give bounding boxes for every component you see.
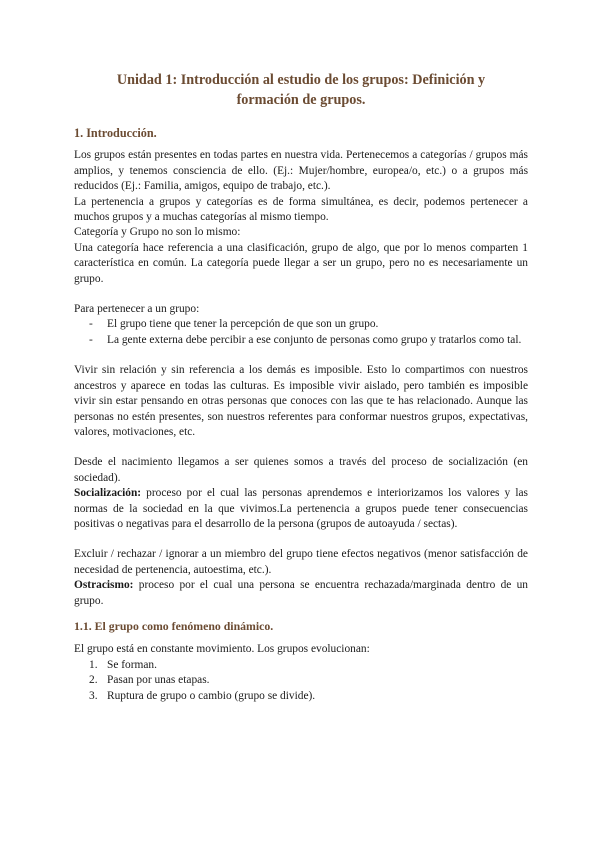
term-ostracismo: Ostracismo:: [74, 579, 134, 592]
section-heading-introduccion: 1. Introducción.: [74, 126, 157, 140]
paragraph-pertenencia-simultanea: La pertenencia a grupos y categorías es de forma simultánea, es decir, podemos pertenecer a muchos grupos y a muchas categorías al mismo tiempo.: [74, 195, 528, 224]
list-item: [89, 658, 528, 673]
spacer: [74, 348, 528, 363]
paragraph-categoria-grupo: Categoría y Grupo no son lo mismo:: [74, 226, 241, 239]
list-marker: -: [89, 318, 93, 331]
document-title: Unidad 1: Introducción al estudio de los grupos: Definición y formación de grupos.: [116, 72, 486, 108]
paragraph-grupos-presentes: Los grupos están presentes en todas partes en nuestra vida. Pertenecemos a categorías / grupos más amplios, y tenemos consciencia de ello. (Ej.: Mujer/hombre, europea/o, etc.) o a grupos más reducidos (Ej.: Familia, amigos, equipo de trabajo, etc.).: [74, 149, 528, 193]
list-marker: 3.: [89, 689, 98, 702]
spacer: [74, 287, 528, 302]
list-marker: -: [89, 333, 93, 346]
paragraph-pertenecer-intro: Para pertenecer a un grupo:: [74, 303, 200, 316]
definition-ostracismo: proceso por el cual una persona se encuentra rechazada/marginada dentro de un grupo.: [74, 579, 528, 607]
paragraph-grupo-movimiento: El grupo está en constante movimiento. Los grupos evolucionan:: [74, 643, 370, 656]
list-item-text: El grupo tiene que tener la percepción de que son un grupo.: [107, 318, 379, 331]
spacer: [74, 440, 528, 455]
list-item: [89, 689, 528, 704]
list-item-text: Se forman.: [107, 658, 157, 671]
definition-socializacion: proceso por el cual las personas aprendemos e interiorizamos los valores y las normas de la sociedad en la que vivimos.La pertenencia a grupos puede tener consecuencias positivas o negativas para el desarrollo de la persona (grupos de autoayuda / sectas).: [74, 487, 528, 530]
paragraph-nacimiento: Desde el nacimiento llegamos a ser quienes somos a través del proceso de socialización (en sociedad).: [74, 456, 528, 484]
list-marker: 2.: [89, 674, 98, 687]
belong-list: [74, 317, 528, 348]
paragraph-definicion-categoria: Una categoría hace referencia a una clasificación, grupo de algo, que por lo menos comparten 1 característica en común. La categoría puede llegar a ser un grupo, pero no es necesariamente un grupo.: [74, 241, 528, 285]
spacer: [74, 532, 528, 547]
evolution-list: [74, 658, 528, 704]
list-item-text: La gente externa debe percibir a ese conjunto de personas como grupo y tratarlos como tal.: [107, 333, 522, 346]
list-item-text: Ruptura de grupo o cambio (grupo se divide).: [107, 689, 316, 702]
list-item: [89, 333, 528, 348]
list-item: [89, 673, 528, 688]
term-socializacion: Socialización:: [74, 487, 142, 500]
list-item: [89, 317, 528, 332]
list-item-text: Pasan por unas etapas.: [107, 674, 210, 687]
list-marker: 1.: [89, 658, 98, 671]
paragraph-vivir-sin-relacion: Vivir sin relación y sin referencia a los demás es imposible. Esto lo compartimos con nuestros ancestros y aparece en todas las culturas. Es imposible vivir aislado, pero también es imposible vivir sin estar pensando en otras personas que conoces con las que te has relacionado. Aunque las personas no estén presentes, son nuestros referentes para conformar nuestros grupos, expectativas, valores, motivaciones, etc.: [74, 364, 528, 438]
subsection-heading-fenomeno-dinamico: 1.1. El grupo como fenómeno dinámico.: [74, 618, 274, 633]
paragraph-ostracismo: [74, 578, 528, 609]
paragraph-excluir: Excluir / rechazar / ignorar a un miembro del grupo tiene efectos negativos (menor satisfacción de necesidad de pertenencia, autoestima, etc.).: [74, 548, 528, 576]
paragraph-socializacion: [74, 486, 528, 532]
